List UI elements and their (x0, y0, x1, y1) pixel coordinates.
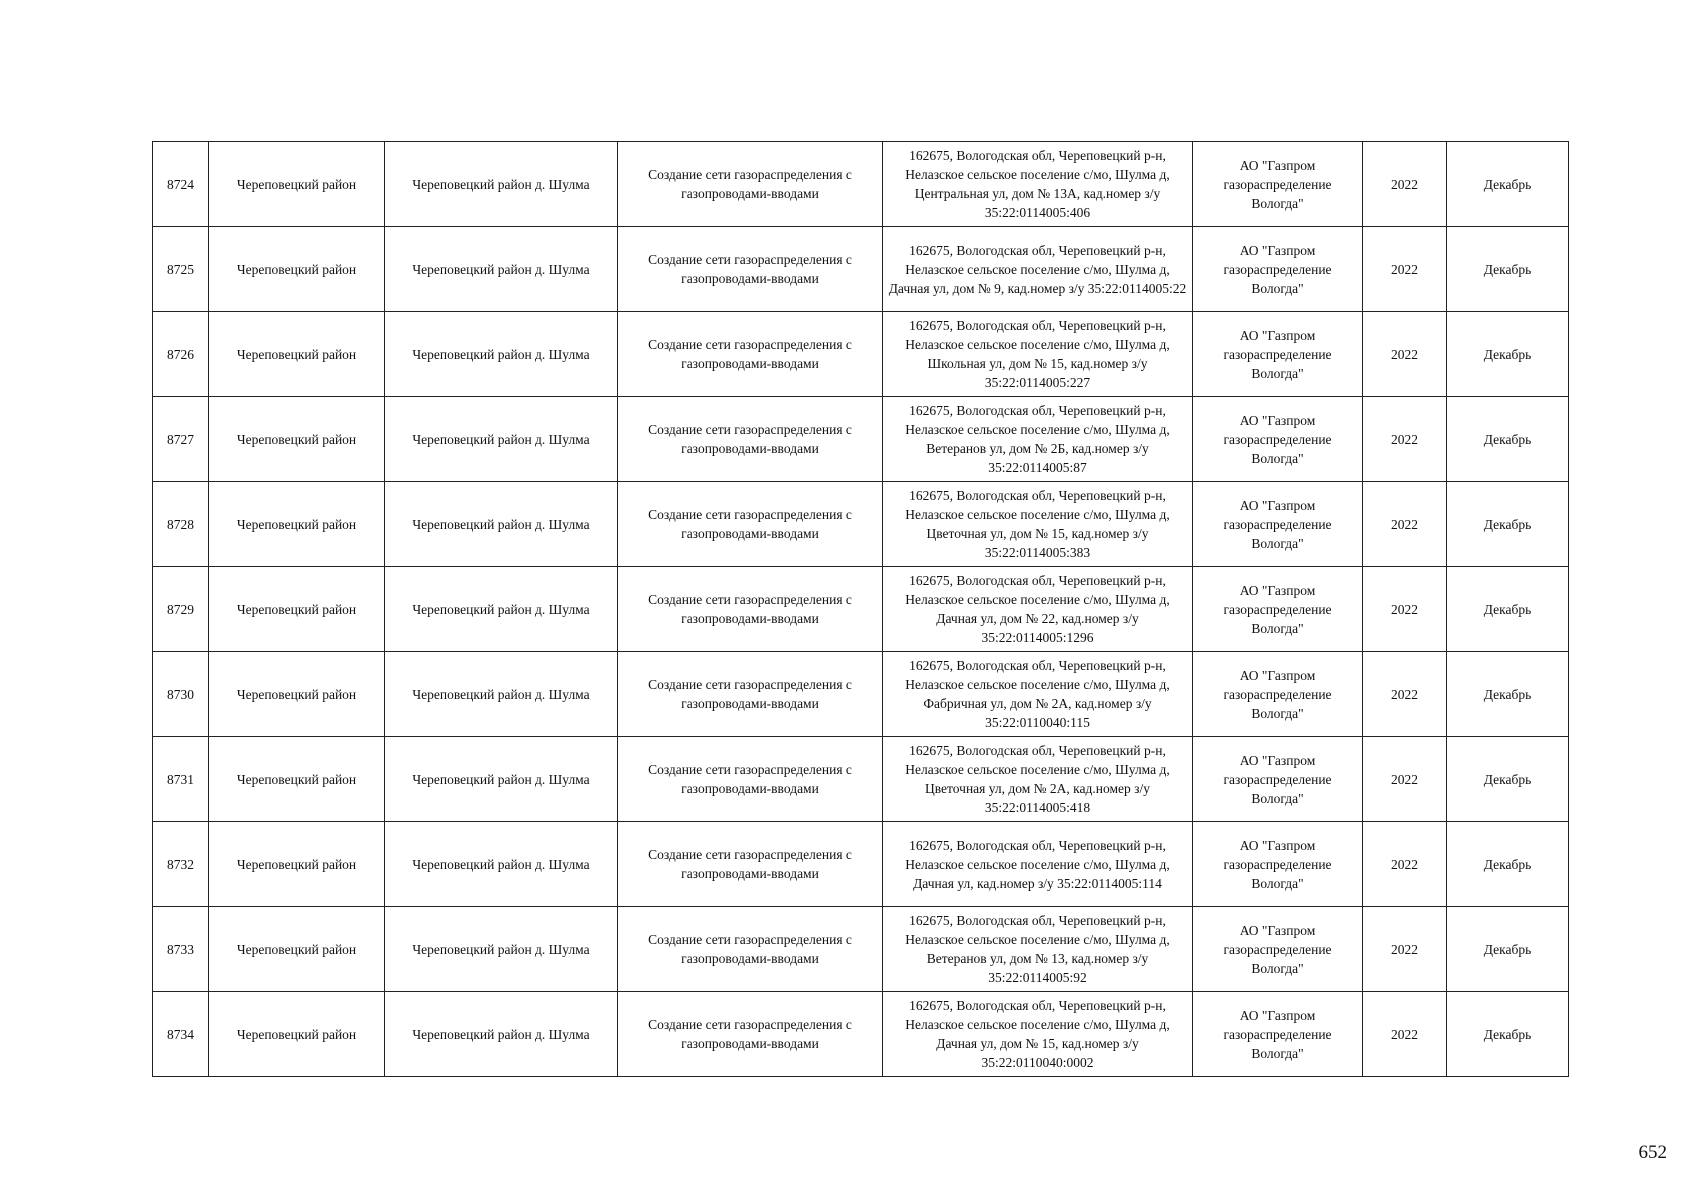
locality-cell: Череповецкий район д. Шулма (385, 992, 618, 1077)
address-cell: 162675, Вологодская обл, Череповецкий р-н, Нелазское сельское поселение с/мо, Шулма д, Школьная ул, дом № 15, кад.номер з/у 35:22:0114005:227 (883, 312, 1193, 397)
work-type-cell: Создание сети газораспределения с газопроводами-вводами (618, 822, 883, 907)
row-number-cell: 8730 (153, 652, 209, 737)
locality-cell: Череповецкий район д. Шулма (385, 482, 618, 567)
address-cell: 162675, Вологодская обл, Череповецкий р-н, Нелазское сельское поселение с/мо, Шулма д, Фабричная ул, дом № 2А, кад.номер з/у 35:22:0110040:115 (883, 652, 1193, 737)
address-cell: 162675, Вологодская обл, Череповецкий р-н, Нелазское сельское поселение с/мо, Шулма д, Дачная ул, дом № 22, кад.номер з/у 35:22:0114005:1296 (883, 567, 1193, 652)
district-cell: Череповецкий район (209, 482, 385, 567)
year-cell: 2022 (1363, 907, 1447, 992)
work-type-cell: Создание сети газораспределения с газопроводами-вводами (618, 397, 883, 482)
row-number-cell: 8725 (153, 227, 209, 312)
document-sheet (152, 141, 1568, 1077)
locality-cell: Череповецкий район д. Шулма (385, 312, 618, 397)
table-row (153, 992, 1569, 1077)
district-cell: Череповецкий район (209, 822, 385, 907)
year-cell: 2022 (1363, 142, 1447, 227)
row-number-cell: 8732 (153, 822, 209, 907)
table-row (153, 822, 1569, 907)
organization-cell: АО "Газпром газораспределение Вологда" (1193, 737, 1363, 822)
work-type-cell: Создание сети газораспределения с газопроводами-вводами (618, 737, 883, 822)
address-cell: 162675, Вологодская обл, Череповецкий р-н, Нелазское сельское поселение с/мо, Шулма д, Центральная ул, дом № 13А, кад.номер з/у 35:22:0114005:406 (883, 142, 1193, 227)
year-cell: 2022 (1363, 397, 1447, 482)
month-cell: Декабрь (1447, 482, 1569, 567)
address-cell: 162675, Вологодская обл, Череповецкий р-н, Нелазское сельское поселение с/мо, Шулма д, Цветочная ул, дом № 2А, кад.номер з/у 35:22:0114005:418 (883, 737, 1193, 822)
district-cell: Череповецкий район (209, 652, 385, 737)
locality-cell: Череповецкий район д. Шулма (385, 227, 618, 312)
district-cell: Череповецкий район (209, 992, 385, 1077)
table-row (153, 397, 1569, 482)
table-row (153, 567, 1569, 652)
row-number-cell: 8734 (153, 992, 209, 1077)
year-cell: 2022 (1363, 567, 1447, 652)
row-number-cell: 8724 (153, 142, 209, 227)
row-number-cell: 8731 (153, 737, 209, 822)
work-type-cell: Создание сети газораспределения с газопроводами-вводами (618, 652, 883, 737)
page-number: 652 (1638, 1142, 1667, 1163)
month-cell: Декабрь (1447, 142, 1569, 227)
organization-cell: АО "Газпром газораспределение Вологда" (1193, 567, 1363, 652)
district-cell: Череповецкий район (209, 567, 385, 652)
year-cell: 2022 (1363, 227, 1447, 312)
month-cell: Декабрь (1447, 907, 1569, 992)
locality-cell: Череповецкий район д. Шулма (385, 652, 618, 737)
row-number-cell: 8733 (153, 907, 209, 992)
organization-cell: АО "Газпром газораспределение Вологда" (1193, 397, 1363, 482)
district-cell: Череповецкий район (209, 737, 385, 822)
work-type-cell: Создание сети газораспределения с газопроводами-вводами (618, 907, 883, 992)
organization-cell: АО "Газпром газораспределение Вологда" (1193, 482, 1363, 567)
work-type-cell: Создание сети газораспределения с газопроводами-вводами (618, 482, 883, 567)
organization-cell: АО "Газпром газораспределение Вологда" (1193, 312, 1363, 397)
gasification-table (152, 141, 1569, 1077)
organization-cell: АО "Газпром газораспределение Вологда" (1193, 822, 1363, 907)
year-cell: 2022 (1363, 822, 1447, 907)
month-cell: Декабрь (1447, 652, 1569, 737)
work-type-cell: Создание сети газораспределения с газопроводами-вводами (618, 312, 883, 397)
table-row (153, 652, 1569, 737)
year-cell: 2022 (1363, 737, 1447, 822)
row-number-cell: 8727 (153, 397, 209, 482)
month-cell: Декабрь (1447, 312, 1569, 397)
district-cell: Череповецкий район (209, 907, 385, 992)
year-cell: 2022 (1363, 312, 1447, 397)
work-type-cell: Создание сети газораспределения с газопроводами-вводами (618, 992, 883, 1077)
month-cell: Декабрь (1447, 737, 1569, 822)
row-number-cell: 8729 (153, 567, 209, 652)
address-cell: 162675, Вологодская обл, Череповецкий р-н, Нелазское сельское поселение с/мо, Шулма д, Дачная ул, дом № 9, кад.номер з/у 35:22:0114005:22 (883, 227, 1193, 312)
month-cell: Декабрь (1447, 227, 1569, 312)
district-cell: Череповецкий район (209, 312, 385, 397)
work-type-cell: Создание сети газораспределения с газопроводами-вводами (618, 567, 883, 652)
table-row (153, 227, 1569, 312)
table-row (153, 737, 1569, 822)
organization-cell: АО "Газпром газораспределение Вологда" (1193, 992, 1363, 1077)
month-cell: Декабрь (1447, 822, 1569, 907)
row-number-cell: 8728 (153, 482, 209, 567)
locality-cell: Череповецкий район д. Шулма (385, 737, 618, 822)
month-cell: Декабрь (1447, 992, 1569, 1077)
year-cell: 2022 (1363, 992, 1447, 1077)
organization-cell: АО "Газпром газораспределение Вологда" (1193, 907, 1363, 992)
locality-cell: Череповецкий район д. Шулма (385, 567, 618, 652)
table-row (153, 142, 1569, 227)
address-cell: 162675, Вологодская обл, Череповецкий р-н, Нелазское сельское поселение с/мо, Шулма д, Ветеранов ул, дом № 13, кад.номер з/у 35:22:0114005:92 (883, 907, 1193, 992)
month-cell: Декабрь (1447, 397, 1569, 482)
year-cell: 2022 (1363, 482, 1447, 567)
locality-cell: Череповецкий район д. Шулма (385, 142, 618, 227)
address-cell: 162675, Вологодская обл, Череповецкий р-н, Нелазское сельское поселение с/мо, Шулма д, Ветеранов ул, дом № 2Б, кад.номер з/у 35:22:0114005:87 (883, 397, 1193, 482)
district-cell: Череповецкий район (209, 397, 385, 482)
row-number-cell: 8726 (153, 312, 209, 397)
work-type-cell: Создание сети газораспределения с газопроводами-вводами (618, 227, 883, 312)
table-row (153, 312, 1569, 397)
address-cell: 162675, Вологодская обл, Череповецкий р-н, Нелазское сельское поселение с/мо, Шулма д, Дачная ул, дом № 15, кад.номер з/у 35:22:0110040:0002 (883, 992, 1193, 1077)
locality-cell: Череповецкий район д. Шулма (385, 397, 618, 482)
organization-cell: АО "Газпром газораспределение Вологда" (1193, 142, 1363, 227)
table-row (153, 907, 1569, 992)
locality-cell: Череповецкий район д. Шулма (385, 907, 618, 992)
organization-cell: АО "Газпром газораспределение Вологда" (1193, 652, 1363, 737)
district-cell: Череповецкий район (209, 227, 385, 312)
organization-cell: АО "Газпром газораспределение Вологда" (1193, 227, 1363, 312)
locality-cell: Череповецкий район д. Шулма (385, 822, 618, 907)
address-cell: 162675, Вологодская обл, Череповецкий р-н, Нелазское сельское поселение с/мо, Шулма д, Дачная ул, кад.номер з/у 35:22:0114005:114 (883, 822, 1193, 907)
month-cell: Декабрь (1447, 567, 1569, 652)
year-cell: 2022 (1363, 652, 1447, 737)
work-type-cell: Создание сети газораспределения с газопроводами-вводами (618, 142, 883, 227)
address-cell: 162675, Вологодская обл, Череповецкий р-н, Нелазское сельское поселение с/мо, Шулма д, Цветочная ул, дом № 15, кад.номер з/у 35:22:0114005:383 (883, 482, 1193, 567)
table-body (153, 142, 1569, 1077)
district-cell: Череповецкий район (209, 142, 385, 227)
table-row (153, 482, 1569, 567)
